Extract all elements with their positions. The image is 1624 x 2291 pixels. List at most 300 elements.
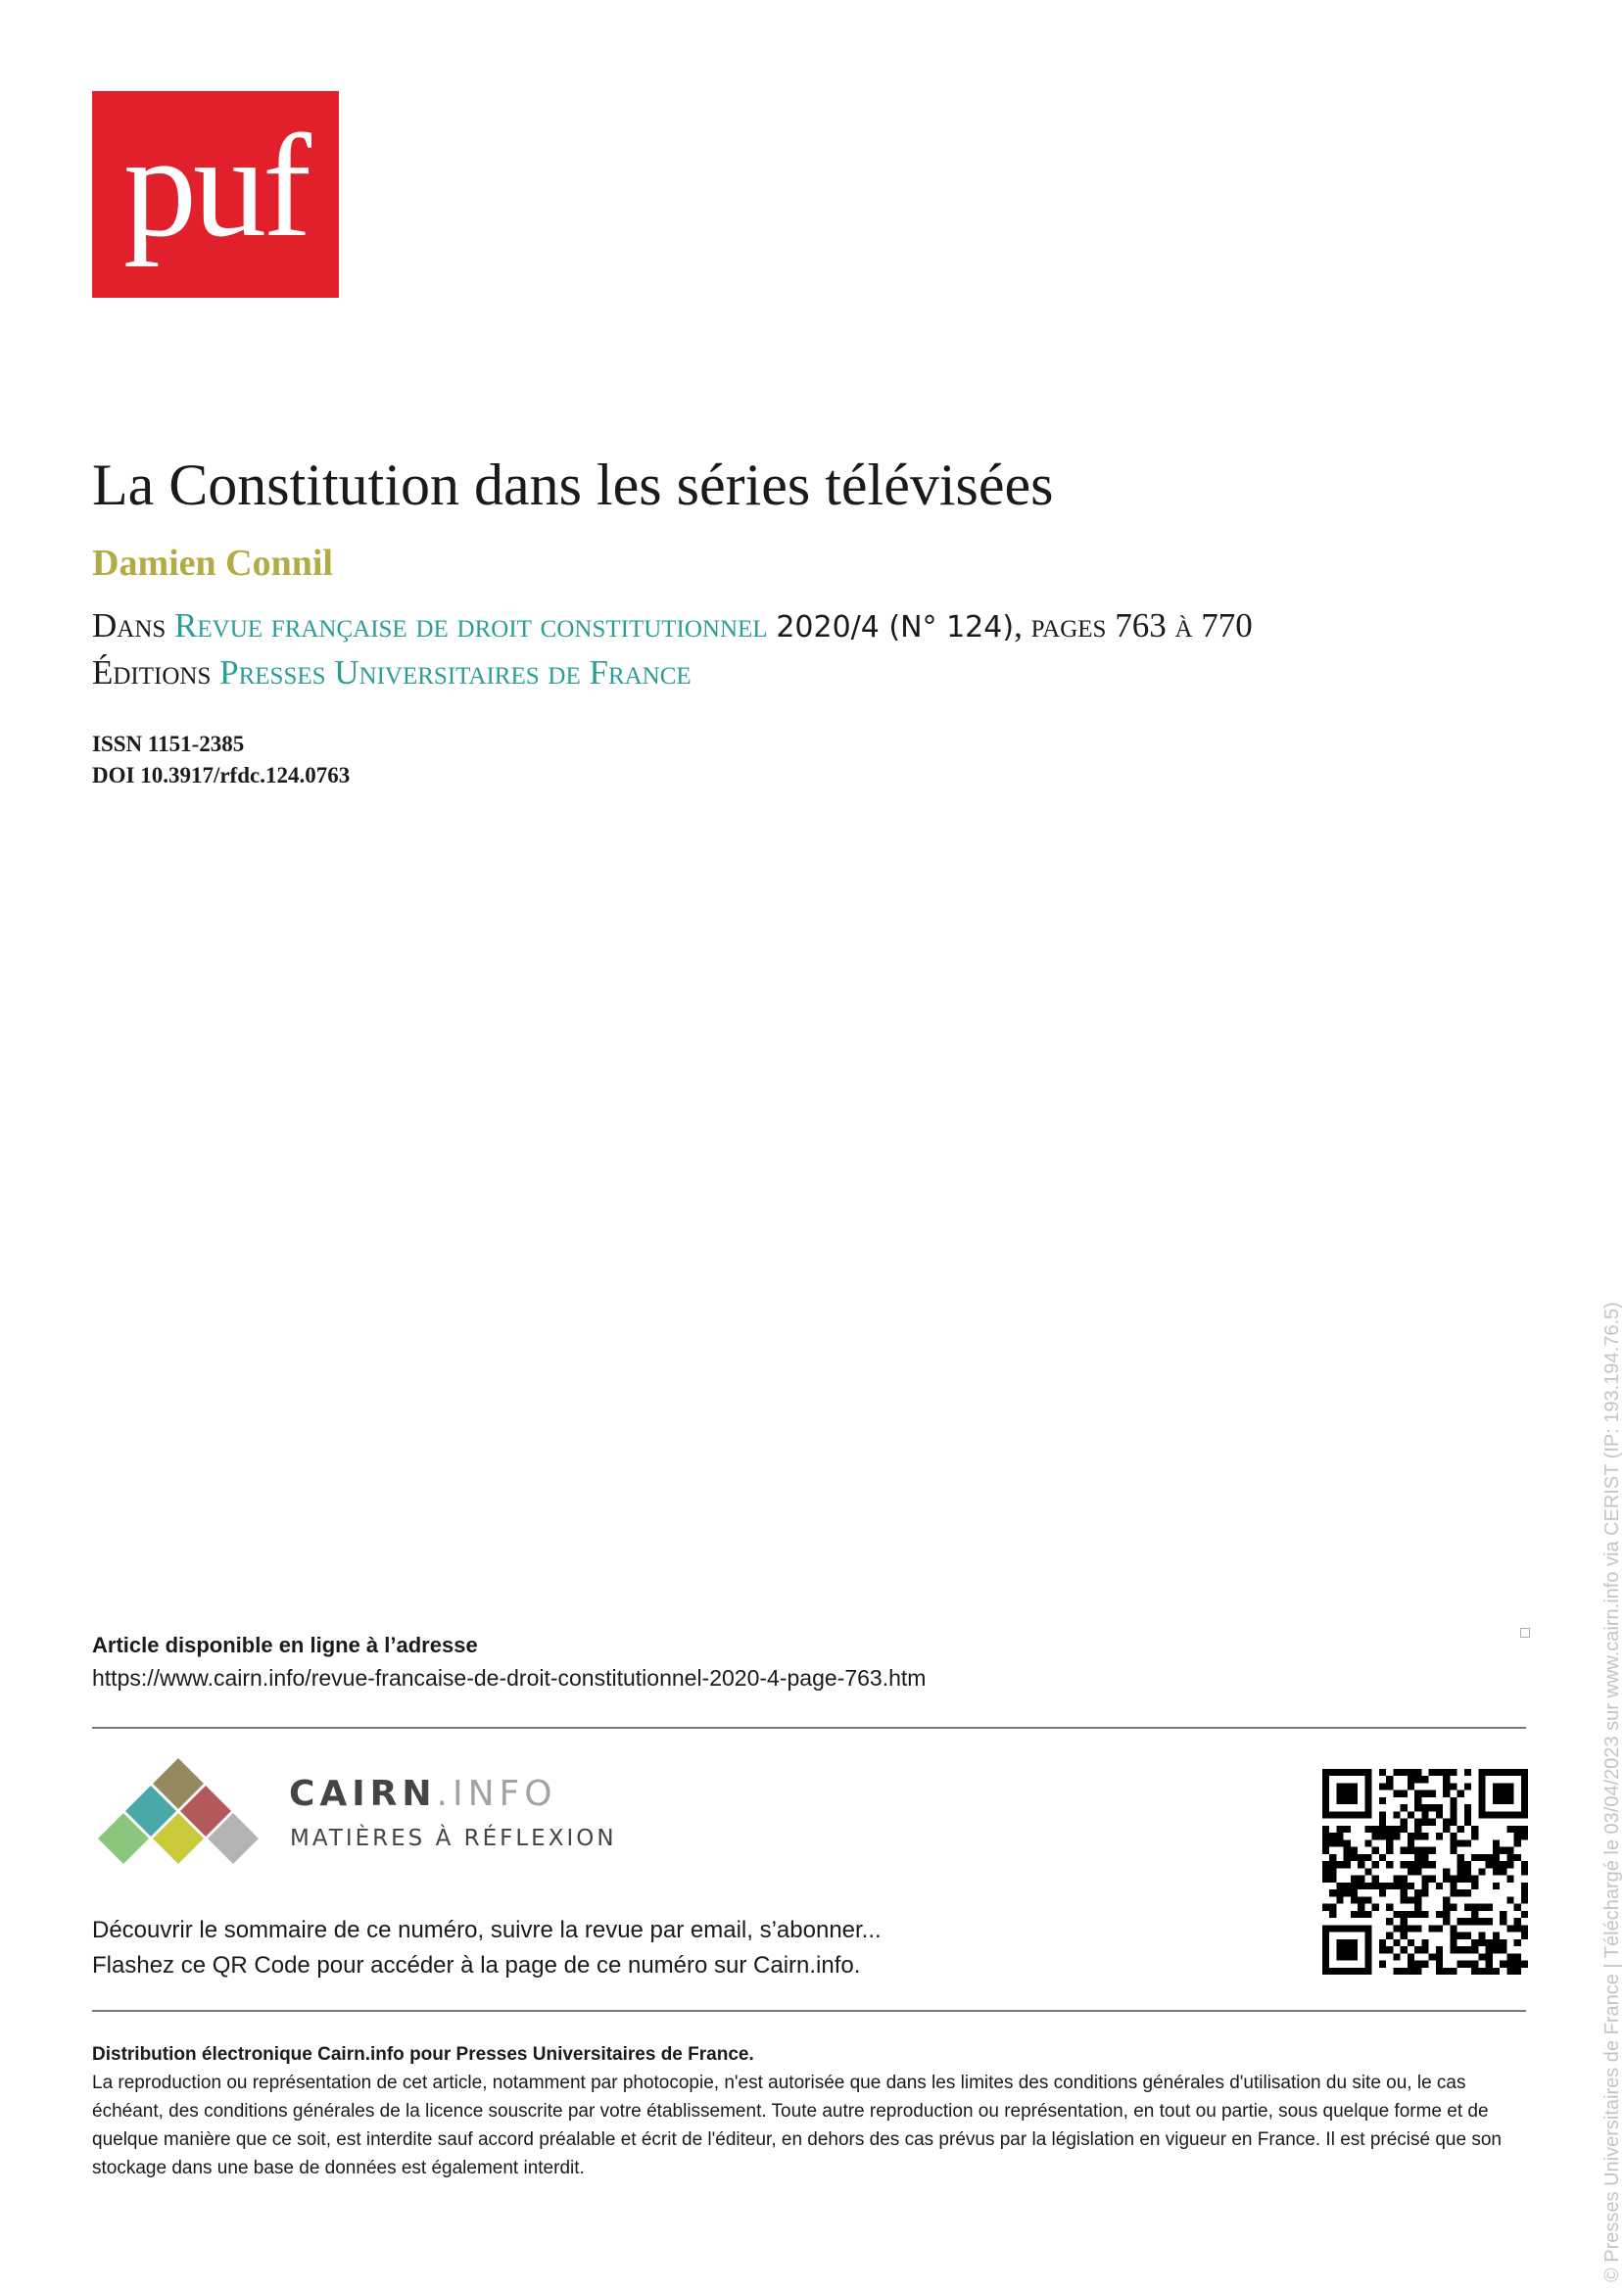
discover-line-2: Flashez ce QR Code pour accéder à la page de ce numéro sur Cairn.info. — [92, 1952, 861, 1979]
qr-module — [1478, 1811, 1485, 1818]
qr-module — [1436, 1961, 1443, 1968]
divider-bottom — [92, 2010, 1526, 2012]
qr-module — [1408, 1896, 1414, 1903]
qr-module — [1358, 1854, 1364, 1861]
qr-module — [1351, 1769, 1358, 1776]
qr-module — [1329, 1904, 1336, 1911]
qr-module — [1414, 1896, 1421, 1903]
qr-module — [1336, 1826, 1343, 1833]
qr-module — [1521, 1911, 1528, 1918]
qr-module — [1506, 1961, 1513, 1968]
qr-module — [1364, 1961, 1371, 1968]
qr-module — [1421, 1911, 1428, 1918]
qr-module — [1457, 1918, 1464, 1925]
qr-module — [1379, 1889, 1386, 1896]
qr-module — [1364, 1968, 1371, 1975]
qr-module — [1336, 1968, 1343, 1975]
qr-module — [1514, 1925, 1521, 1932]
qr-module — [1464, 1918, 1471, 1925]
qr-module — [1336, 1769, 1343, 1776]
qr-module — [1521, 1797, 1528, 1804]
qr-module — [1322, 1804, 1329, 1811]
qr-module — [1500, 1868, 1506, 1875]
qr-module — [1358, 1883, 1364, 1889]
qr-module — [1322, 1876, 1329, 1883]
qr-module — [1443, 1819, 1450, 1826]
qr-module — [1393, 1953, 1400, 1960]
qr-module — [1486, 1854, 1493, 1861]
qr-module — [1478, 1968, 1485, 1975]
distribution-body: La reproduction ou représentation de cet article, notamment par photocopie, n'est autorisée que dans les limites des conditions générales d'utilisation du site ou, le cas échéant, des conditions générales de la licence souscrite par votre établissement. Toute autre reproduction ou représentation, en tout ou partie, sous quelque forme et de quelque manière que ce soit, est interdite sauf accord préalable et écrit de l'éditeur, en dehors des cas prévus par la législation en vigueur en France. Il est précisé que son stockage dans une base de données est également interdit. — [92, 2073, 1502, 2178]
qr-module — [1386, 1933, 1393, 1939]
qr-module — [1521, 1925, 1528, 1932]
distribution-title: Distribution électronique Cairn.info pour Presses Universitaires de France. — [92, 2044, 754, 2065]
qr-module — [1450, 1946, 1457, 1953]
qr-module — [1500, 1811, 1506, 1818]
qr-module — [1393, 1925, 1400, 1932]
qr-module — [1436, 1968, 1443, 1975]
publisher-link[interactable]: Presses Universitaires de France — [219, 653, 692, 692]
qr-module — [1521, 1811, 1528, 1818]
qr-module — [1450, 1769, 1457, 1776]
qr-module — [1514, 1968, 1521, 1975]
qr-module — [1379, 1769, 1386, 1776]
qr-module — [1493, 1946, 1500, 1953]
qr-module — [1521, 1868, 1528, 1875]
qr-module — [1436, 1925, 1443, 1932]
qr-module — [1379, 1826, 1386, 1833]
qr-module — [1450, 1819, 1457, 1826]
qr-module — [1386, 1883, 1393, 1889]
qr-module — [1486, 1769, 1493, 1776]
puf-logo — [92, 91, 339, 298]
qr-module — [1486, 1939, 1493, 1946]
discover-line-1: Découvrir le sommaire de ce numéro, suivre la revue par email, s’abonner... — [92, 1917, 882, 1943]
qr-module — [1408, 1868, 1414, 1875]
qr-module — [1408, 1883, 1414, 1889]
qr-module — [1336, 1953, 1343, 1960]
qr-module — [1401, 1933, 1408, 1939]
qr-module — [1478, 1918, 1485, 1925]
qr-module — [1329, 1769, 1336, 1776]
qr-module — [1478, 1939, 1485, 1946]
qr-module — [1421, 1939, 1428, 1946]
qr-module — [1414, 1826, 1421, 1833]
qr-module — [1457, 1946, 1464, 1953]
qr-module — [1429, 1819, 1436, 1826]
qr-module — [1429, 1876, 1436, 1883]
qr-module — [1401, 1918, 1408, 1925]
qr-module — [1500, 1847, 1506, 1854]
qr-module — [1457, 1854, 1464, 1861]
qr-modules — [1322, 1769, 1528, 1975]
qr-module — [1344, 1847, 1351, 1854]
qr-module — [1344, 1939, 1351, 1946]
qr-module — [1336, 1889, 1343, 1896]
qr-module — [1379, 1883, 1386, 1889]
qr-module — [1329, 1868, 1336, 1875]
qr-module — [1443, 1790, 1450, 1797]
qr-module — [1401, 1883, 1408, 1889]
qr-module — [1322, 1933, 1329, 1939]
qr-module — [1386, 1946, 1393, 1953]
qr-module — [1471, 1968, 1478, 1975]
qr-module — [1336, 1896, 1343, 1903]
qr-module — [1336, 1883, 1343, 1889]
qr-module — [1336, 1939, 1343, 1946]
qr-module — [1364, 1883, 1371, 1889]
qr-module — [1506, 1953, 1513, 1960]
qr-module — [1506, 1896, 1513, 1903]
qr-module — [1478, 1933, 1485, 1939]
qr-module — [1486, 1904, 1493, 1911]
qr-module — [1500, 1939, 1506, 1946]
qr-module — [1322, 1769, 1329, 1776]
qr-module — [1443, 1968, 1450, 1975]
qr-module — [1386, 1918, 1393, 1925]
qr-module — [1401, 1819, 1408, 1826]
qr-module — [1372, 1847, 1379, 1854]
qr-module — [1351, 1883, 1358, 1889]
qr-module — [1344, 1968, 1351, 1975]
qr-module — [1393, 1826, 1400, 1833]
qr-module — [1493, 1861, 1500, 1868]
qr-module — [1393, 1876, 1400, 1883]
publication-line — [92, 602, 1253, 651]
qr-module — [1421, 1819, 1428, 1826]
qr-module — [1329, 1925, 1336, 1932]
availability-label: Article disponible en ligne à l’adresse — [92, 1633, 478, 1657]
qr-module — [1379, 1854, 1386, 1861]
qr-module — [1457, 1933, 1464, 1939]
qr-module — [1443, 1783, 1450, 1790]
qr-module — [1364, 1854, 1371, 1861]
qr-module — [1421, 1876, 1428, 1883]
download-watermark: © Presses Universitaires de France | Téléchargé le 03/04/2023 sur www.cairn.info via CERIST (IP: 193.194.76.5) — [1601, 1302, 1623, 2282]
qr-module — [1464, 1783, 1471, 1790]
qr-module — [1464, 1946, 1471, 1953]
qr-module — [1336, 1861, 1343, 1868]
qr-module — [1450, 1804, 1457, 1811]
qr-module — [1493, 1811, 1500, 1818]
qr-module — [1414, 1819, 1421, 1826]
qr-module — [1443, 1876, 1450, 1883]
qr-module — [1329, 1833, 1336, 1839]
qr-module — [1364, 1804, 1371, 1811]
qr-module — [1457, 1861, 1464, 1868]
puf-logo-text: puf — [123, 105, 308, 267]
qr-module — [1336, 1797, 1343, 1804]
qr-module — [1421, 1833, 1428, 1839]
qr-module — [1471, 1939, 1478, 1946]
qr-module — [1322, 1961, 1329, 1968]
qr-module — [1429, 1847, 1436, 1854]
qr-module — [1421, 1811, 1428, 1818]
qr-module — [1486, 1968, 1493, 1975]
qr-module — [1486, 1918, 1493, 1925]
qr-module — [1450, 1811, 1457, 1818]
qr-module — [1358, 1876, 1364, 1883]
qr-module — [1450, 1797, 1457, 1804]
qr-module — [1493, 1939, 1500, 1946]
qr-module — [1457, 1839, 1464, 1846]
qr-module — [1457, 1889, 1464, 1896]
article-url-link[interactable]: https://www.cairn.info/revue-francaise-de-droit-constitutionnel-2020-4-page-763.htm — [92, 1665, 927, 1691]
qr-module — [1344, 1883, 1351, 1889]
qr-module — [1464, 1876, 1471, 1883]
qr-module — [1408, 1776, 1414, 1783]
qr-module — [1493, 1868, 1500, 1875]
qr-module — [1358, 1811, 1364, 1818]
qr-module — [1322, 1790, 1329, 1797]
qr-module — [1344, 1839, 1351, 1846]
qr-module — [1351, 1968, 1358, 1975]
qr-module — [1358, 1896, 1364, 1903]
qr-module — [1500, 1946, 1506, 1953]
qr-module — [1408, 1847, 1414, 1854]
qr-module — [1436, 1769, 1443, 1776]
qr-module — [1336, 1839, 1343, 1846]
qr-module — [1393, 1811, 1400, 1818]
qr-module — [1486, 1961, 1493, 1968]
qr-module — [1521, 1896, 1528, 1903]
qr-module — [1506, 1790, 1513, 1797]
qr-module — [1393, 1968, 1400, 1975]
qr-module — [1336, 1811, 1343, 1818]
qr-module — [1436, 1911, 1443, 1918]
qr-module — [1443, 1911, 1450, 1918]
qr-module — [1351, 1847, 1358, 1854]
qr-module — [1344, 1797, 1351, 1804]
qr-module — [1443, 1896, 1450, 1903]
journal-link[interactable]: Revue française de droit constitutionnel — [174, 606, 768, 644]
qr-module — [1351, 1896, 1358, 1903]
qr-module — [1408, 1833, 1414, 1839]
qr-module — [1322, 1833, 1329, 1839]
qr-module — [1493, 1783, 1500, 1790]
qr-module — [1429, 1769, 1436, 1776]
qr-module — [1372, 1904, 1379, 1911]
qr-module — [1322, 1953, 1329, 1960]
qr-module — [1421, 1861, 1428, 1868]
qr-module — [1364, 1933, 1371, 1939]
qr-module — [1478, 1804, 1485, 1811]
qr-code[interactable] — [1322, 1769, 1528, 1975]
qr-module — [1364, 1953, 1371, 1960]
qr-module — [1401, 1911, 1408, 1918]
qr-module — [1358, 1904, 1364, 1911]
qr-module — [1421, 1776, 1428, 1783]
qr-module — [1358, 1968, 1364, 1975]
qr-module — [1457, 1868, 1464, 1875]
qr-module — [1493, 1854, 1500, 1861]
qr-module — [1514, 1918, 1521, 1925]
qr-module — [1401, 1804, 1408, 1811]
qr-module — [1493, 1797, 1500, 1804]
qr-module — [1421, 1847, 1428, 1854]
qr-module — [1457, 1961, 1464, 1968]
qr-module — [1450, 1783, 1457, 1790]
qr-module — [1421, 1804, 1428, 1811]
qr-module — [1486, 1953, 1493, 1960]
qr-module — [1344, 1889, 1351, 1896]
qr-module — [1443, 1776, 1450, 1783]
qr-module — [1500, 1797, 1506, 1804]
qr-module — [1351, 1854, 1358, 1861]
qr-module — [1464, 1889, 1471, 1896]
qr-module — [1379, 1961, 1386, 1968]
qr-module — [1478, 1769, 1485, 1776]
qr-module — [1471, 1876, 1478, 1883]
qr-module — [1408, 1783, 1414, 1790]
qr-module — [1457, 1790, 1464, 1797]
qr-module — [1486, 1811, 1493, 1818]
qr-module — [1329, 1968, 1336, 1975]
qr-module — [1478, 1854, 1485, 1861]
qr-module — [1506, 1783, 1513, 1790]
qr-module — [1364, 1839, 1371, 1846]
qr-module — [1493, 1847, 1500, 1854]
qr-module — [1351, 1876, 1358, 1883]
divider-top — [92, 1727, 1526, 1729]
qr-module — [1443, 1826, 1450, 1833]
qr-module — [1443, 1904, 1450, 1911]
qr-module — [1457, 1826, 1464, 1833]
article-title: La Constitution dans les séries télévisées — [92, 453, 1054, 517]
qr-module — [1500, 1861, 1506, 1868]
doi: DOI 10.3917/rfdc.124.0763 — [92, 763, 351, 788]
qr-module — [1506, 1861, 1513, 1868]
qr-module — [1351, 1889, 1358, 1896]
qr-module — [1393, 1911, 1400, 1918]
qr-module — [1414, 1833, 1421, 1839]
cairn-brand-suffix: .INFO — [436, 1774, 557, 1814]
qr-module — [1364, 1776, 1371, 1783]
qr-module — [1322, 1797, 1329, 1804]
qr-module — [1336, 1925, 1343, 1932]
qr-module — [1493, 1769, 1500, 1776]
qr-module — [1344, 1925, 1351, 1932]
issue-number: 2020/4 (N° 124) — [776, 610, 1015, 644]
qr-module — [1364, 1783, 1371, 1790]
qr-module — [1514, 1769, 1521, 1776]
qr-module — [1336, 1783, 1343, 1790]
qr-module — [1386, 1783, 1393, 1790]
pages-range: , pages 763 à 770 — [1014, 606, 1253, 644]
qr-module — [1506, 1769, 1513, 1776]
qr-module — [1450, 1889, 1457, 1896]
qr-module — [1344, 1946, 1351, 1953]
qr-module — [1521, 1961, 1528, 1968]
qr-module — [1443, 1918, 1450, 1925]
qr-module — [1372, 1833, 1379, 1839]
qr-module — [1500, 1783, 1506, 1790]
qr-module — [1429, 1953, 1436, 1960]
cairn-wordmark[interactable] — [289, 1773, 557, 1816]
qr-module — [1486, 1861, 1493, 1868]
qr-module — [1364, 1939, 1371, 1946]
qr-module — [1372, 1883, 1379, 1889]
qr-module — [1450, 1847, 1457, 1854]
qr-module — [1521, 1933, 1528, 1939]
qr-module — [1506, 1826, 1513, 1833]
qr-module — [1493, 1968, 1500, 1975]
qr-module — [1421, 1946, 1428, 1953]
mosaic-tiles — [98, 1758, 259, 1864]
qr-module — [1471, 1961, 1478, 1968]
qr-module — [1351, 1811, 1358, 1818]
qr-module — [1493, 1933, 1500, 1939]
qr-module — [1514, 1953, 1521, 1960]
qr-module — [1521, 1833, 1528, 1839]
qr-module — [1414, 1804, 1421, 1811]
qr-module — [1521, 1790, 1528, 1797]
qr-module — [1379, 1783, 1386, 1790]
qr-module — [1393, 1769, 1400, 1776]
qr-module — [1414, 1968, 1421, 1975]
qr-module — [1393, 1939, 1400, 1946]
qr-module — [1414, 1797, 1421, 1804]
qr-module — [1506, 1925, 1513, 1932]
qr-module — [1414, 1961, 1421, 1968]
qr-module — [1464, 1811, 1471, 1818]
qr-module — [1493, 1883, 1500, 1889]
qr-module — [1344, 1769, 1351, 1776]
qr-module — [1364, 1826, 1371, 1833]
qr-module — [1379, 1811, 1386, 1818]
qr-module — [1322, 1783, 1329, 1790]
qr-module — [1450, 1883, 1457, 1889]
qr-module — [1329, 1811, 1336, 1818]
qr-module — [1401, 1946, 1408, 1953]
qr-module — [1421, 1790, 1428, 1797]
qr-module — [1421, 1961, 1428, 1968]
qr-module — [1408, 1953, 1414, 1960]
qr-module — [1436, 1946, 1443, 1953]
article-author[interactable]: Damien Connil — [92, 543, 333, 584]
qr-module — [1379, 1833, 1386, 1839]
qr-module — [1450, 1939, 1457, 1946]
qr-module — [1344, 1783, 1351, 1790]
qr-module — [1351, 1797, 1358, 1804]
qr-module — [1344, 1790, 1351, 1797]
qr-module — [1344, 1953, 1351, 1960]
qr-module — [1351, 1939, 1358, 1946]
qr-module — [1421, 1883, 1428, 1889]
qr-module — [1464, 1861, 1471, 1868]
qr-module — [1414, 1790, 1421, 1797]
qr-module — [1500, 1769, 1506, 1776]
qr-module — [1414, 1854, 1421, 1861]
qr-module — [1478, 1868, 1485, 1875]
qr-module — [1393, 1883, 1400, 1889]
qr-module — [1478, 1797, 1485, 1804]
qr-module — [1506, 1811, 1513, 1818]
qr-module — [1471, 1883, 1478, 1889]
qr-module — [1450, 1968, 1457, 1975]
qr-module — [1500, 1911, 1506, 1918]
qr-module — [1344, 1811, 1351, 1818]
qr-module — [1471, 1911, 1478, 1918]
small-square-mark — [1520, 1628, 1530, 1638]
qr-module — [1414, 1776, 1421, 1783]
qr-module — [1506, 1968, 1513, 1975]
qr-module — [1393, 1790, 1400, 1797]
qr-module — [1329, 1889, 1336, 1896]
qr-module — [1436, 1953, 1443, 1960]
qr-module — [1408, 1961, 1414, 1968]
qr-module — [1436, 1811, 1443, 1818]
